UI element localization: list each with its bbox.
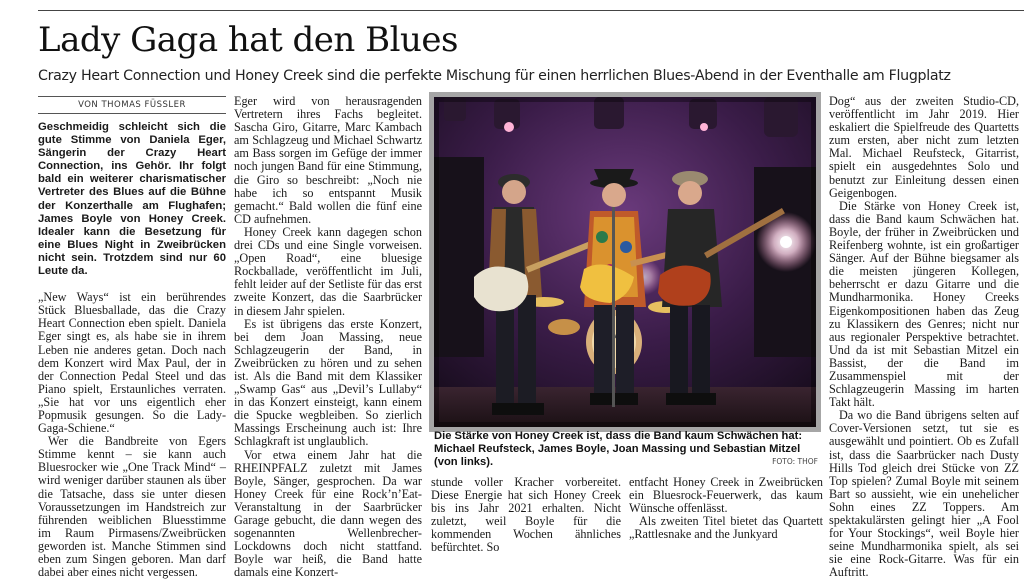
concert-photo-illustration [434,97,816,427]
body-paragraph: Es ist übrigens das erste Konzert, bei dem Joan Massing, neue Schlagzeugerin der Band, in Zweibrücken zu hören und zu sehen ist. Als die Band mit dem Klassiker „Swamp Gas“ aus „Devil’s Lullaby“ in das Konzert einsteigt, kann einem die Spucke wegbleiben. So zierlich Massings Erscheinung auch ist: Ihre Schlagkraft ist unglaublich. [234,316,422,449]
body-paragraph: Honey Creek kann dagegen schon drei CDs und eine Single vorweisen. „Open Road“, eine bluesige Rockballade, veröffentlicht im Juli, fehlt leider auf der Setliste für das erst zweite Konzert, das die Saarbrücker in diesem Jahr spielen. [234,224,422,318]
body-paragraph: entfacht Honey Creek in Zweibrücken ein Bluesrock-Feuerwerk, das kaum Wünsche offenlässt. [629,475,823,516]
top-rule [38,10,1024,11]
column-4 [629,476,823,552]
body-paragraph: stunde voller Kracher vorbereitet. Diese Energie hat sich Honey Creek bis ins Jahr 2021 erhalten. Nicht zuletzt, weil Boyle für die kommenden Wochen ähnliches befürchtet. So [431,475,621,555]
subheadline: Crazy Heart Connection und Honey Creek sind die perfekte Mischung für einen herrlichen Blues-Abend in der Eventhalle am Flugplatz [38,68,951,84]
column-1 [38,121,226,579]
column-3 [431,475,621,555]
body-paragraph: Eger wird von herausragenden Vertretern ihres Fachs begleitet. Sascha Giro, Gitarre, Marc Kambach am Schlagzeug und Michael Schwartz am Bass sorgen im Gefüge der immer noch jungen Band für eine Stimmung, die Giro so beschreibt: „Noch nie habe ich so entspannt Musik gemacht.“ Bald wollen die fünf eine CD aufnehmen. [234,94,422,226]
body-paragraph: Die Stärke von Honey Creek ist, dass die Band kaum Schwächen hat. Boyle, der früher in Zweibrücken und Reifenberg wohnte, ist ein großartiger Sänger. Auf der Bühne biegsamer als die meisten jüngeren Kollegen, beherrscht er dazu Gitarre und die Mundharmonika. Honey Creeks Eigenkompositionen haben das Zeug zu Klassikern des Genres; nicht nur aus regionaler Perspektive betrachtet. Und da ist mit Sebastian Mitzel ein Bassist, der die Band im Zusammenspiel mit der Schlagzeugerin Massing im harten Takt hält. [829,198,1019,410]
headline: Lady Gaga hat den Blues [38,20,458,60]
photo-credit: FOTO: THOF [772,457,818,466]
author-byline: VON THOMAS FÜSSLER [38,96,226,114]
body-paragraph: Da wo die Band übrigens selten auf Cover-Versionen setzt, tut sie es ausgewählt und pointiert. Ob es Zufall ist, dass die Saarbrücker nach Dusty Hills Tod gleich drei Stücke von ZZ Top spielen? Zumal Boyle mit seinem Bart so aussieht, wie ein unehelicher Sohn eines ZZ Toppers. Am spektakulärsten gelingt hier „A Fool for Your Stockings“, weil Boyle hier seine Mundharmonika spielt, als sei sie eine Rock-Gitarre. Was für ein Auftritt. [829,408,1019,579]
column-2 [234,94,422,579]
body-paragraph: Dog“ aus der zweiten Studio-CD, veröffentlicht im Jahr 2019. Hier eskaliert die Spielfreude des Quartetts zum ersten, aber nicht zum letzten Mal. Michael Reufsteck, Gitarrist, spielt ein ausgedehntes Solo und benutzt zur Einleitung dessen einen Geigenbogen. [829,94,1019,200]
body-paragraph: „New Ways“ ist ein berührendes Stück Bluesballade, das die Crazy Heart Connection eben spielt. Daniela Eger singt es, als habe sie in ihrem Leben nie anderes getan. Doch nach dem Konzert wird Max Paul, der in der Connection Pedal Steel und das Piano spielt, Erstaunliches verraten. „Sie hat vor uns eigentlich eher Popmusik gesungen. So die Lady-Gaga-Schiene.“ [38,290,226,436]
lead-paragraph: Geschmeidig schleicht sich die gute Stimme von Daniela Eger, Sängerin der Crazy Heart Connection, ins Gehör. Ihr folgt bald ein weiterer charismatischer Vertreter des Blues auf die Bühne der Konzerthalle am Flughafen; James Boyle von Honey Creek. Idealer kann die Besetzung für eine Blues Night in Zweibrücken nicht sein. Trotzdem sind nur 60 Leute da. [38,121,226,278]
photo-caption: Die Stärke von Honey Creek ist, dass die Band kaum Schwächen hat: Michael Reufsteck, James Boyle, Joan Massing und Sebastian Mitzel (von links). [434,430,803,468]
concert-photo [434,97,816,427]
body-paragraph: Wer die Bandbreite von Egers Stimme kennt – sie kann auch Bluesrocker wie „One Track Mind“ – wird weniger darüber staunen als über die Tatsache, dass sie unter diesen Voraussetzungen im Handstreich zur führenden weiblichen Bluesstimme im Raum Pirmasens/Zweibrücken geworden ist. Manche Stimmen sind eben zum Singen geboren. Man darf dabei aber eines nicht vergessen. [38,434,226,579]
body-paragraph: Als zweiten Titel bietet das Quartett „Rattlesnake and the Junkyard [629,514,823,542]
column-5 [829,94,1019,579]
body-paragraph: Vor etwa einem Jahr hat die RHEINPFALZ zuletzt mit James Boyle, Sänger, gesprochen. Da war Honey Creek für eine Rock’n’Eat-Veranstaltung in der Saarbrücker Garage gebucht, die dann wegen des sogenannten Wellenbrecher-Lockdowns doch nicht stattfand. Boyle war heiß, die Band hatte damals eine Konzert- [234,447,422,579]
